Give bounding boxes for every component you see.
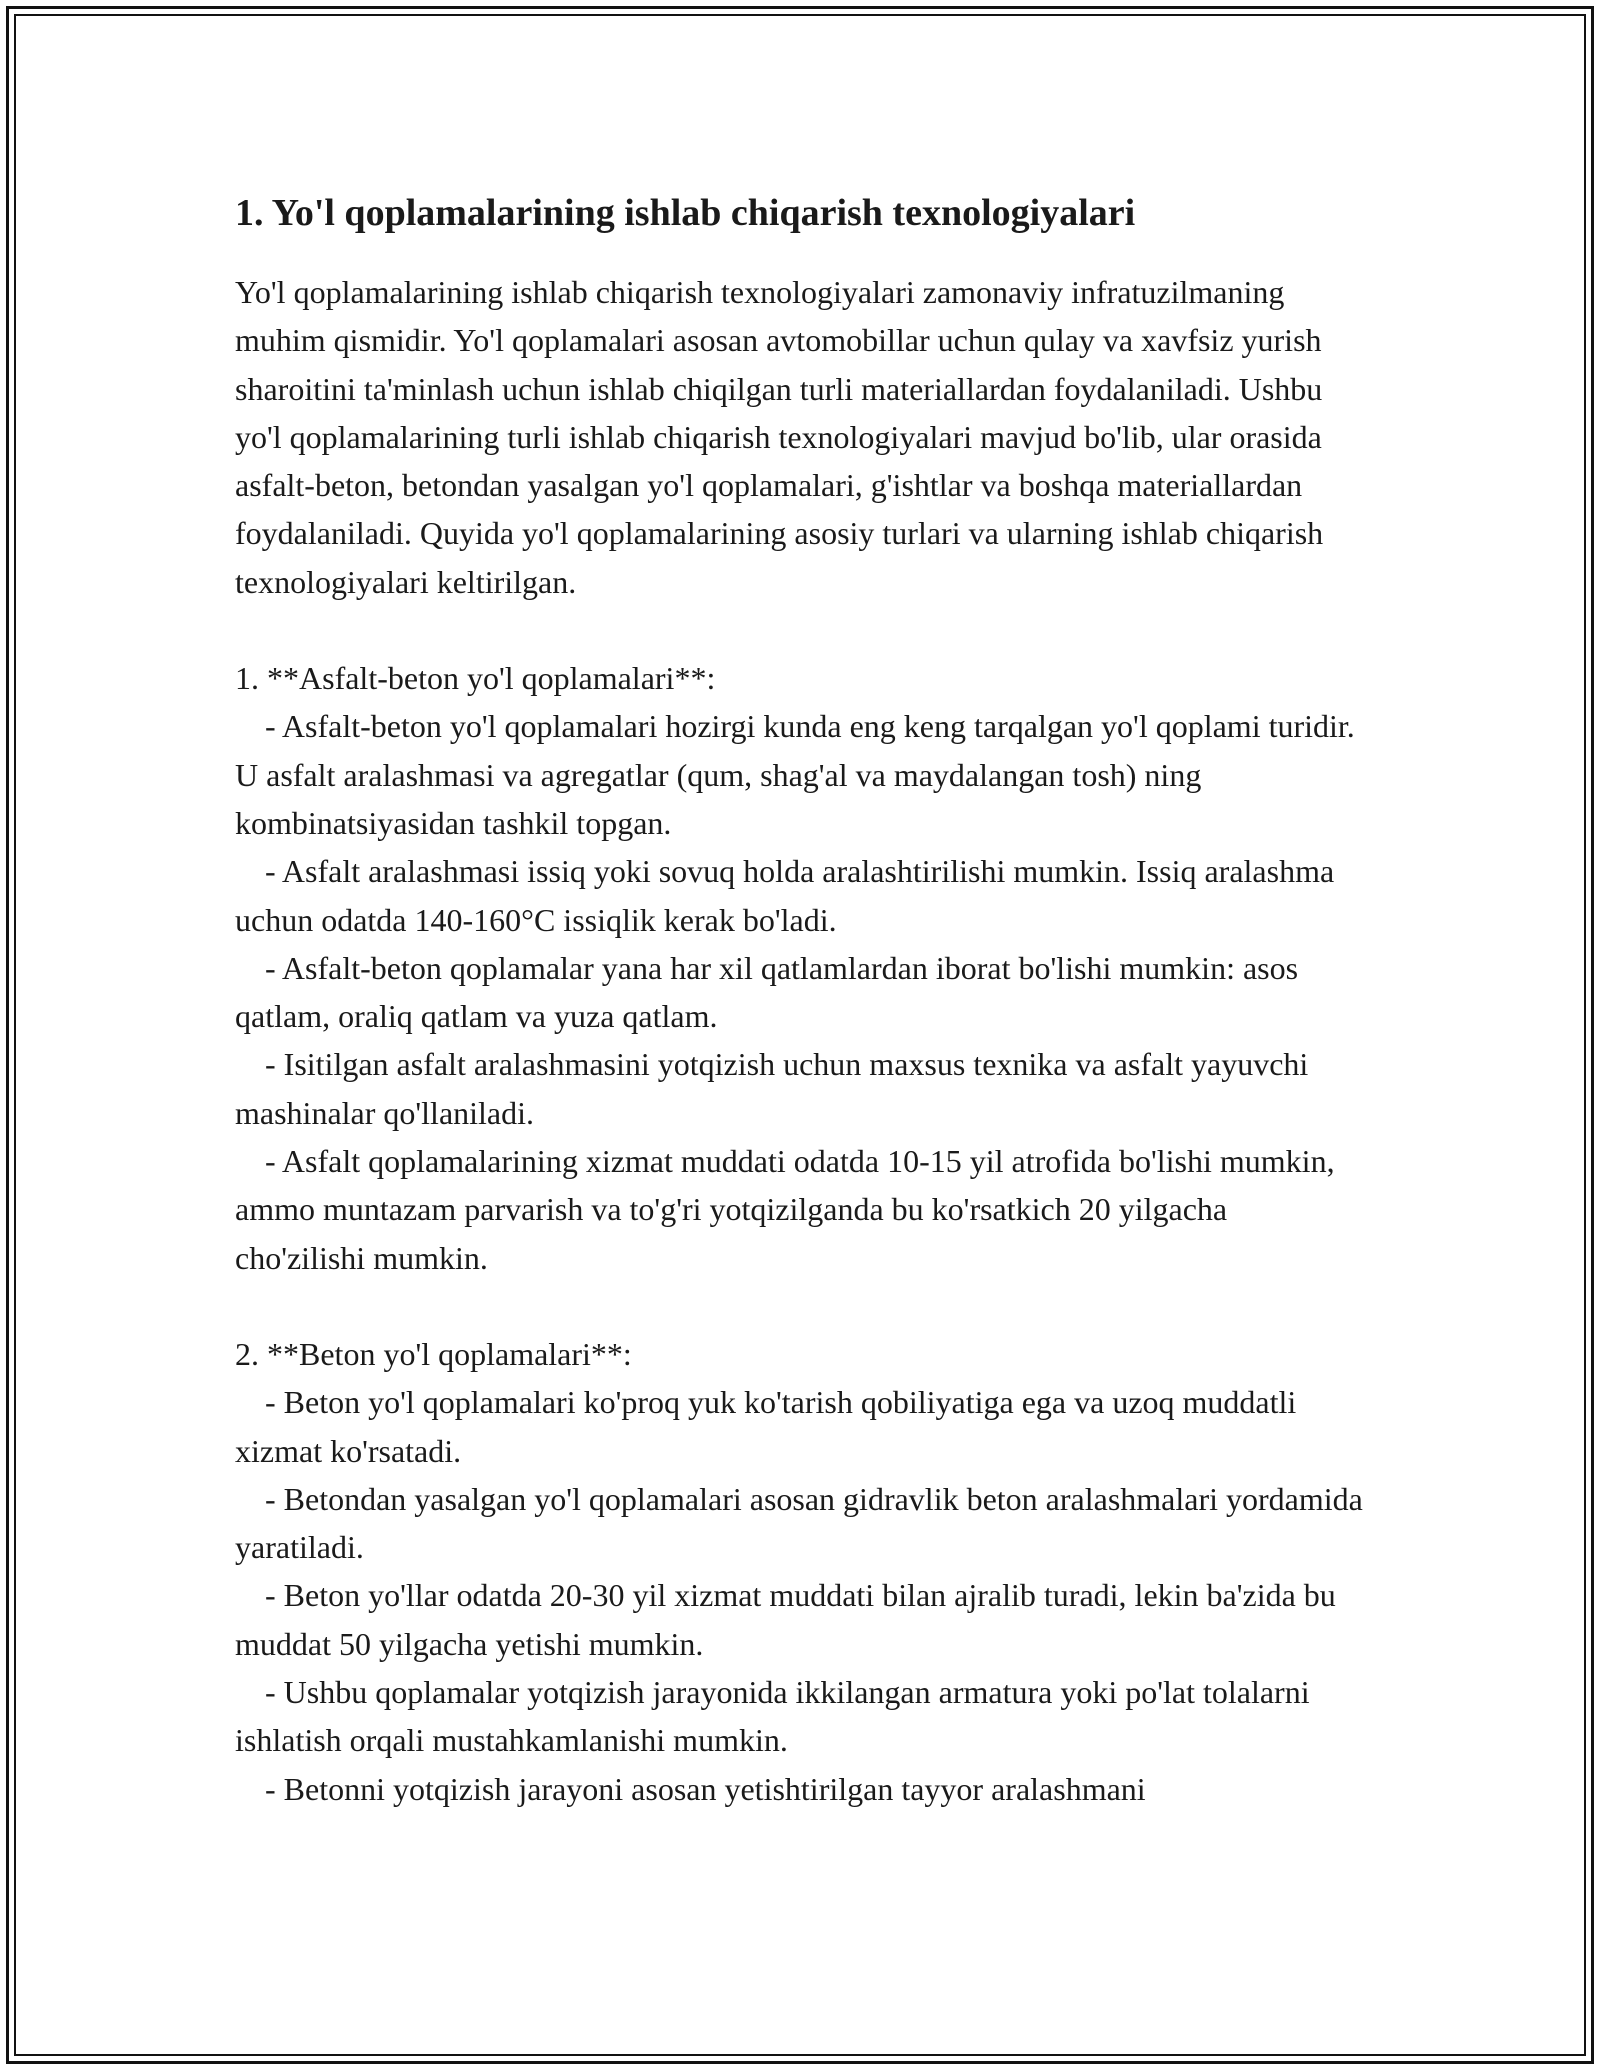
section-concrete	[235, 1330, 1365, 1813]
list-item: - Asfalt qoplamalarining xizmat muddati odatda 10-15 yil atrofida bo'lishi mumkin, ammo muntazam parvarish va to'g'ri yotqizilganda bu ko'rsatkich 20 yilgacha cho'zilishi mumkin.	[235, 1143, 1335, 1276]
list-item: - Ushbu qoplamalar yotqizish jarayonida ikkilangan armatura yoki po'lat tolalarni ishlatish orqali mustahkamlanishi mumkin.	[235, 1674, 1310, 1759]
list-item: - Betondan yasalgan yo'l qoplamalari asosan gidravlik beton aralashmalari yordamida yaratiladi.	[235, 1480, 1363, 1566]
section-asphalt-concrete	[235, 654, 1365, 1282]
list-item: - Asfalt aralashmasi issiq yoki sovuq holda aralashtirilishi mumkin. Issiq aralashma uchun odatda 140-160°C issiqlik kerak bo'ladi.	[235, 853, 1335, 938]
list-item: - Beton yo'l qoplamalari ko'proq yuk ko'tarish qobiliyatiga ega va uzoq muddatli xizmat ko'rsatadi.	[235, 1384, 1297, 1469]
list-item: - Asfalt-beton qoplamalar yana har xil qatlamlardan iborat bo'lishi mumkin: asos qatlam, oraliq qatlam va yuza qatlam.	[235, 949, 1299, 1035]
list-item: - Asfalt-beton yo'l qoplamalari hozirgi kunda eng keng tarqalgan yo'l qoplami turidir. U asfalt aralashmasi va agregatlar (qum, shag'al va maydalangan tosh) ning kombinatsiyasidan tashkil topgan.	[235, 708, 1355, 841]
intro-paragraph: Yo'l qoplamalarining ishlab chiqarish texnologiyalari zamonaviy infratuzilmaning muhim qismidir. Yo'l qoplamalari asosan avtomobillar uchun qulay va xavfsiz yurish sharoitini ta'minlash uchun ishlab chiqilgan turli materiallardan foydalaniladi. Ushbu yo'l qoplamalarining turli ishlab chiqarish texnologiyalari mavjud bo'lib, ular orasida asfalt-beton, betondan yasalgan yo'l qoplamalari, g'ishtlar va boshqa materiallardan foydalaniladi. Quyida yo'l qoplamalarining asosiy turlari va ularning ishlab chiqarish texnologiyalari keltirilgan.	[235, 274, 1324, 600]
list-item: - Betonni yotqizish jarayoni asosan yetishtirilgan tayyor aralashmani	[265, 1770, 1146, 1807]
list-item: - Isitilgan asfalt aralashmasini yotqizish uchun maxsus texnika va asfalt yayuvchi mashinalar qo'llaniladi.	[235, 1046, 1309, 1131]
section-heading: 2. **Beton yo'l qoplamalari**:	[235, 1335, 632, 1372]
document-title: 1. Yo'l qoplamalarining ishlab chiqarish texnologiyalari	[235, 192, 1136, 234]
document-body	[235, 188, 1365, 1813]
section-heading: 1. **Asfalt-beton yo'l qoplamalari**:	[235, 660, 716, 697]
list-item: - Beton yo'llar odatda 20-30 yil xizmat muddati bilan ajralib turadi, lekin ba'zida bu muddat 50 yilgacha yetishi mumkin.	[235, 1577, 1336, 1662]
